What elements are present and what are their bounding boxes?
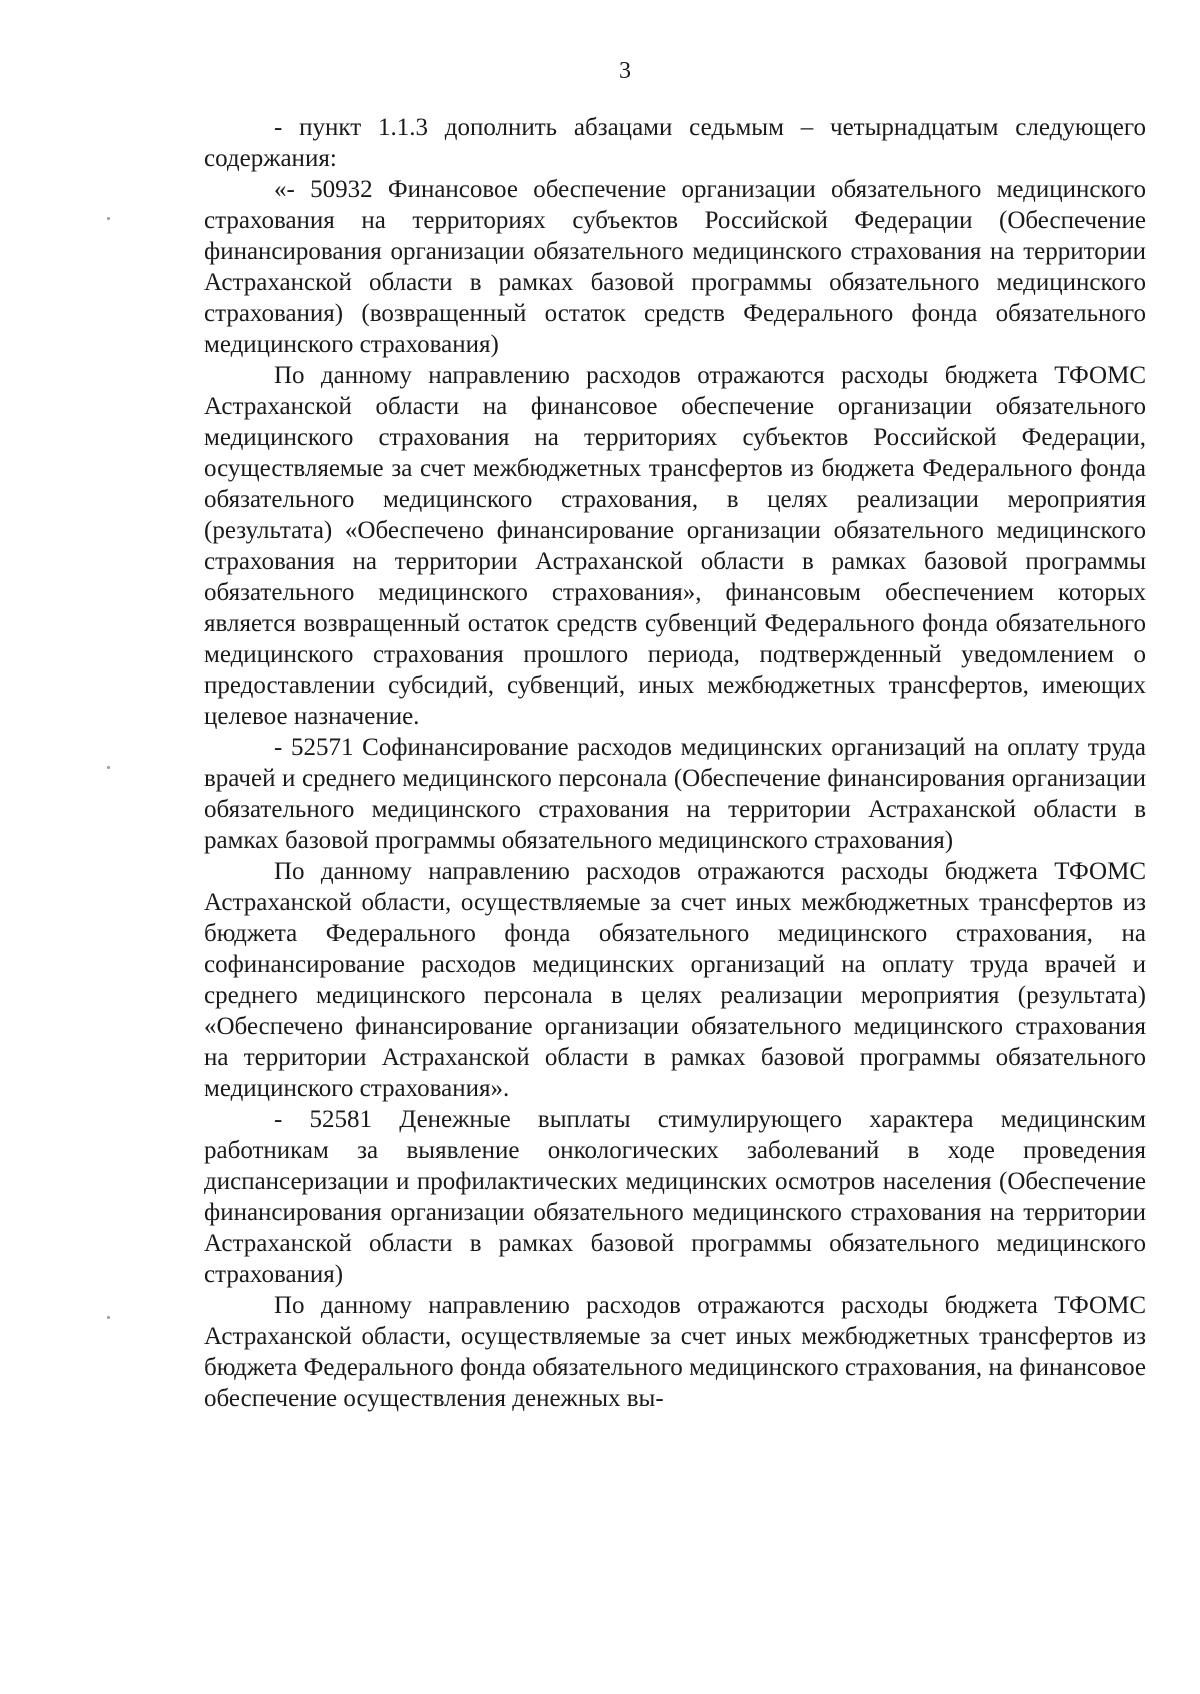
paragraph-50932-description: По данному направлению расходов отражаются расходы бюджета ТФОМС Астраханской области на финансовое обеспечение организации обязательного медицинского страхования на территориях субъектов Российской Федерации, осуществляемые за счет межбюджетных трансфертов из бюджета Федерального фонда обязательного медицинского страхования, в целях реализации мероприятия (результата) «Обеспечено финансирование организации обязательного медицинского страхования на территории Астраханской области в рамках базовой программы обязательного медицинского страхования», финансовым обеспечением которых является возвращенный остаток средств субвенций Федерального фонда обязательного медицинского страхования прошлого периода, подтвержденный уведомлением о предоставлении субсидий, субвенций, иных межбюджетных трансфертов, имеющих целевое назначение. [204, 362, 1146, 730]
paragraph-52581-description: По данному направлению расходов отражаются расходы бюджета ТФОМС Астраханской области, осуществляемые за счет иных межбюджетных трансфертов из бюджета Федерального фонда обязательного медицинского страхования, на финансовое обеспечение осуществления денежных вы- [204, 1292, 1146, 1412]
paragraph-52581-heading: - 52581 Денежные выплаты стимулирующего характера медицинским работникам за выявление онкологических заболеваний в ходе проведения диспансеризации и профилактических медицинских осмотров населения (Обеспечение финансирования организации обязательного медицинского страхования на территории Астраханской области в рамках базовой программы обязательного медицинского страхования) [204, 1106, 1146, 1288]
scan-artifact-dot [107, 1316, 110, 1319]
paragraph-52571-description: По данному направлению расходов отражаются расходы бюджета ТФОМС Астраханской области, осуществляемые за счет иных межбюджетных трансфертов из бюджета Федерального фонда обязательного медицинского страхования, на софинансирование расходов медицинских организаций на оплату труда врачей и среднего медицинского персонала в целях реализации мероприятия (результата) «Обеспечено финансирование организации обязательного медицинского страхования на территории Астраханской области в рамках базовой программы обязательного медицинского страхования». [204, 858, 1146, 1102]
scan-artifact-dot [107, 217, 110, 220]
scan-artifact-dot [107, 766, 110, 769]
paragraph-intro: - пункт 1.1.3 дополнить абзацами седьмым – четырнадцатым следующего содержания: [204, 114, 1146, 172]
paragraph-50932-heading: «- 50932 Финансовое обеспечение организации обязательного медицинского страхования на территориях субъектов Российской Федерации (Обеспечение финансирования организации обязательного медицинского страхования на территории Астраханской области в рамках базовой программы обязательного медицинского страхования) (возвращенный остаток средств Федерального фонда обязательного медицинского страхования) [204, 176, 1146, 358]
paragraph-52571-heading: - 52571 Софинансирование расходов медицинских организаций на оплату труда врачей и среднего медицинского персонала (Обеспечение финансирования организации обязательного медицинского страхования на территории Астраханской области в рамках базовой программы обязательного медицинского страхования) [204, 734, 1146, 854]
page-number: 3 [619, 58, 631, 84]
document-body [204, 112, 1146, 1414]
